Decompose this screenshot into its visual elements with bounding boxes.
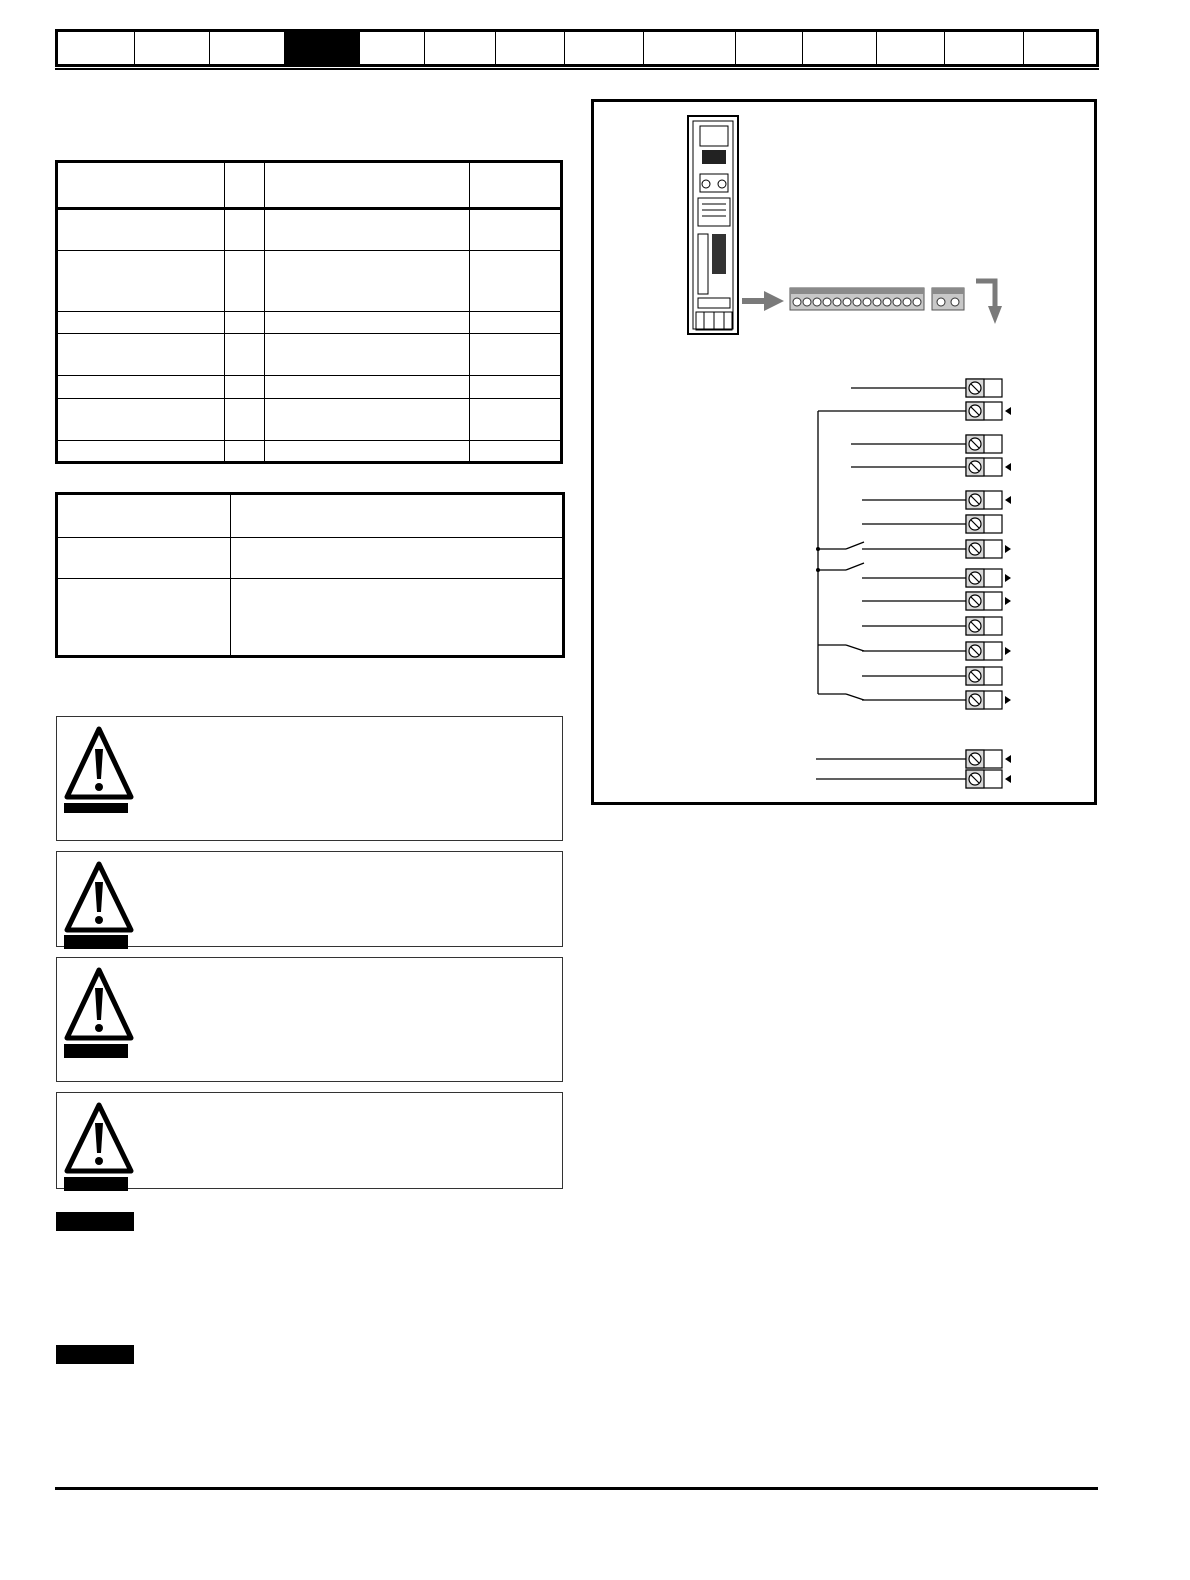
screw-terminal	[966, 617, 1002, 635]
chapter-tab[interactable]	[644, 32, 736, 64]
chapter-tab[interactable]	[803, 32, 877, 64]
table-header-row	[57, 494, 564, 538]
note-label-bar	[56, 1345, 134, 1364]
header-rule	[55, 68, 1099, 70]
chapter-nav-bar	[55, 29, 1099, 67]
terminal-screw	[793, 298, 801, 306]
input-arrow-icon	[1005, 407, 1011, 415]
chapter-tab[interactable]	[496, 32, 565, 64]
footer-rule	[55, 1487, 1098, 1490]
table-row	[57, 538, 564, 579]
io-terminal-strip	[790, 288, 924, 310]
terminal-screw	[813, 298, 821, 306]
chapter-tab[interactable]	[210, 32, 285, 64]
warning-box	[56, 1092, 563, 1189]
screw-terminal	[966, 491, 1011, 509]
screw-terminal	[966, 667, 1002, 685]
terminal-column	[966, 379, 1011, 788]
output-arrow-icon	[1005, 574, 1011, 582]
warning-triangle-icon	[62, 1101, 136, 1193]
output-arrow-icon	[1005, 597, 1011, 605]
screw-terminal	[966, 569, 1011, 587]
junction-dot	[816, 568, 820, 572]
chapter-tab[interactable]	[135, 32, 210, 64]
screw-terminal	[966, 379, 1002, 397]
relay-terminal-strip	[932, 288, 964, 310]
table-row	[57, 334, 562, 376]
screw-terminal	[966, 540, 1011, 558]
screw-terminal	[966, 592, 1011, 610]
table-header-row	[57, 162, 562, 209]
chapter-tab[interactable]	[360, 32, 425, 64]
wiring-diagram-svg	[594, 102, 1094, 802]
terminal-screw	[863, 298, 871, 306]
terminal-screw	[843, 298, 851, 306]
screw-terminal	[966, 435, 1002, 453]
terminal-screw	[833, 298, 841, 306]
terminal-screw	[823, 298, 831, 306]
table-row	[57, 579, 564, 657]
output-arrow-icon	[1005, 647, 1011, 655]
warning-box	[56, 716, 563, 841]
note-label-bar	[56, 1212, 134, 1231]
table-row	[57, 311, 562, 333]
chapter-tab[interactable]	[1024, 32, 1096, 64]
gray-bent-arrow-icon	[976, 281, 1002, 324]
output-arrow-icon	[1005, 696, 1011, 704]
warning-triangle-icon	[62, 966, 136, 1060]
input-arrow-icon	[1005, 496, 1011, 504]
screw-terminal	[966, 770, 1011, 788]
screw-terminal	[966, 691, 1011, 709]
screw-terminal	[966, 402, 1011, 420]
chapter-tab-active[interactable]	[285, 32, 360, 64]
table-row	[57, 209, 562, 250]
table-row	[57, 376, 562, 398]
input-arrow-icon	[1005, 463, 1011, 471]
chapter-tab[interactable]	[425, 32, 496, 64]
terminal-screw	[803, 298, 811, 306]
gray-arrow-icon	[742, 291, 784, 311]
wiring-lines	[816, 388, 966, 779]
warning-triangle-icon	[62, 725, 136, 813]
screw-terminal	[966, 515, 1002, 533]
specification-table	[55, 160, 563, 464]
chapter-tab[interactable]	[877, 32, 945, 64]
chapter-tab[interactable]	[736, 32, 803, 64]
junction-dot	[816, 547, 820, 551]
screw-terminal	[966, 458, 1011, 476]
warning-triangle-icon	[62, 860, 136, 950]
terminal-screw	[873, 298, 881, 306]
warning-box	[56, 957, 563, 1082]
output-arrow-icon	[1005, 545, 1011, 553]
drive-unit-illustration	[688, 116, 738, 334]
terminal-screw	[883, 298, 891, 306]
terminal-screw	[913, 298, 921, 306]
warning-box	[56, 851, 563, 947]
input-arrow-icon	[1005, 775, 1011, 783]
chapter-tab[interactable]	[945, 32, 1024, 64]
description-table	[55, 492, 565, 658]
terminal-screw	[853, 298, 861, 306]
screw-terminal	[966, 750, 1011, 768]
chapter-tab[interactable]	[565, 32, 645, 64]
table-row	[57, 440, 562, 462]
control-terminal-diagram	[591, 99, 1097, 805]
table-row	[57, 250, 562, 311]
terminal-screw	[903, 298, 911, 306]
input-arrow-icon	[1005, 755, 1011, 763]
table-row	[57, 398, 562, 440]
chapter-tab[interactable]	[58, 32, 135, 64]
terminal-screw	[893, 298, 901, 306]
screw-terminal	[966, 642, 1011, 660]
